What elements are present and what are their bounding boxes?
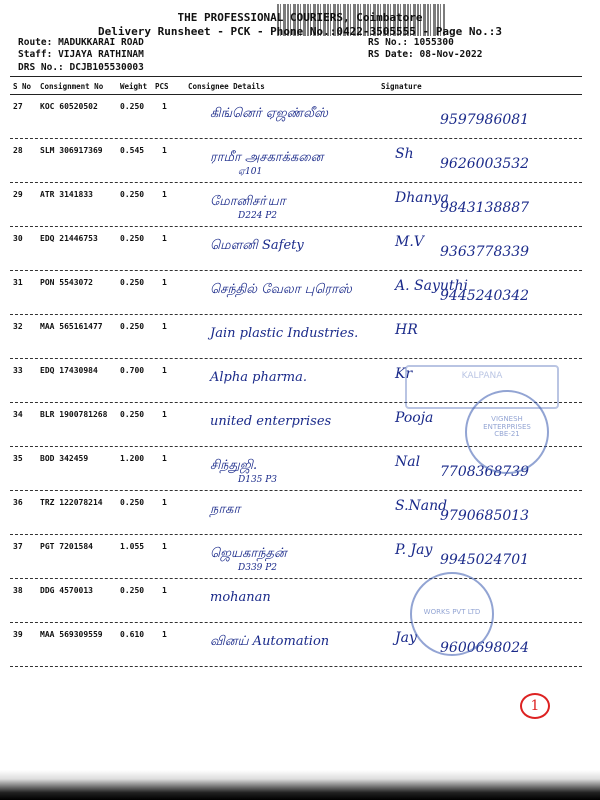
row-phone: 9445240342 (440, 288, 530, 304)
row-sno: 34 (13, 410, 23, 419)
row-phone: 9790685013 (440, 508, 530, 524)
stamp-rectangle: KALPANA (405, 365, 559, 409)
row-phone: 9600698024 (440, 640, 530, 656)
row-sno: 38 (13, 586, 23, 595)
row-divider (10, 666, 582, 667)
row-consignment-no: MAA 569309559 (40, 630, 103, 639)
route-line: Route: MADUKKARAI ROAD (18, 37, 144, 48)
col-pcs: PCS (155, 82, 169, 91)
row-consignment-no: DDG 4570013 (40, 586, 93, 595)
row-consignment-no: KOC 60520502 (40, 102, 98, 111)
row-consignee: united enterprises (210, 414, 332, 429)
row-pcs: 1 (162, 410, 167, 419)
row-weight: 0.250 (120, 410, 145, 419)
row-sno: 30 (13, 234, 23, 243)
row-phone: 9363778339 (440, 244, 530, 260)
staff-line: Staff: VIJAYA RATHINAM (18, 49, 144, 60)
row-consignment-no: EDQ 21446753 (40, 234, 98, 243)
rs-no-value: 1055300 (413, 37, 454, 48)
row-consignee: செந்தில் வேலா புரொஸ் (210, 282, 352, 297)
row-weight: 0.610 (120, 630, 145, 639)
row-weight: 0.545 (120, 146, 145, 155)
row-weight: 0.700 (120, 366, 145, 375)
row-consignment-no: PON 5543072 (40, 278, 93, 287)
row-sno: 37 (13, 542, 23, 551)
row-phone: 9597986081 (440, 112, 530, 128)
row-pcs: 1 (162, 630, 167, 639)
row-weight: 0.250 (120, 586, 145, 595)
row-divider (10, 138, 582, 139)
row-consignee: சிந்துஜி. (210, 458, 258, 473)
row-signature: Sh (395, 146, 414, 162)
row-signature: Jay (395, 630, 417, 646)
row-consignment-no: SLM 306917369 (40, 146, 103, 155)
row-divider (10, 226, 582, 227)
row-sno: 28 (13, 146, 23, 155)
row-signature: Dhanya (395, 190, 449, 206)
row-divider (10, 358, 582, 359)
row-weight: 0.250 (120, 102, 145, 111)
row-consignee: நாகா (210, 502, 241, 517)
row-sno: 39 (13, 630, 23, 639)
row-signature: HR (395, 322, 418, 338)
row-sno: 27 (13, 102, 23, 111)
row-consignee: ராமீா அசகாக்கனை (210, 150, 324, 165)
route-value: MADUKKARAI ROAD (58, 37, 144, 48)
row-consignee: கிங்னெர் ஏஜண்லீஸ் (210, 106, 328, 121)
row-consignment-no: BOD 342459 (40, 454, 89, 463)
row-pcs: 1 (162, 366, 167, 375)
page-subtitle: Delivery Runsheet - PCK - Phone No.:0422-3505555 - Page No.:3 (98, 25, 502, 38)
row-consignee: மோனிசா்யா (210, 194, 286, 209)
row-consignee-note: D224 P2 (238, 211, 278, 221)
scan-edge (0, 770, 600, 800)
row-weight: 1.055 (120, 542, 145, 551)
row-phone: 9945024701 (440, 552, 530, 568)
page-title: THE PROFESSIONAL COURIERS, Coimbatore (177, 11, 423, 24)
row-divider (10, 534, 582, 535)
staff-value: VIJAYA RATHINAM (58, 49, 144, 60)
col-consignment: Consignment No (40, 82, 104, 91)
row-sno: 35 (13, 454, 23, 463)
row-consignee: வினய் Automation (210, 634, 330, 649)
row-divider (10, 270, 582, 271)
rs-date-line: RS Date: 08-Nov-2022 (368, 49, 483, 60)
row-consignee: Alpha pharma. (210, 370, 307, 385)
rs-no-line: RS No.: 1055300 (368, 37, 454, 48)
row-phone: 7708368739 (440, 464, 530, 480)
page-number-mark: 1 (520, 693, 550, 719)
row-divider (10, 182, 582, 183)
rs-date-value: 08-Nov-2022 (419, 49, 483, 60)
row-consignee: Jain plastic Industries. (210, 326, 359, 341)
row-phone: 9843138887 (440, 200, 530, 216)
col-sno: S No (13, 82, 32, 91)
row-consignee: mohanan (210, 590, 271, 605)
col-consignee: Consignee Details (188, 82, 265, 91)
row-consignment-no: EDQ 17430984 (40, 366, 98, 375)
row-consignment-no: BLR 1900781268 (40, 410, 108, 419)
row-sno: 32 (13, 322, 23, 331)
row-divider (10, 314, 582, 315)
row-pcs: 1 (162, 322, 167, 331)
row-consignment-no: TRZ 122078214 (40, 498, 103, 507)
row-pcs: 1 (162, 278, 167, 287)
row-phone: 9626003532 (440, 156, 530, 172)
row-consignment-no: MAA 565161477 (40, 322, 103, 331)
row-consignee: ஜெயகாந்தன் (210, 546, 287, 561)
row-weight: 0.250 (120, 190, 145, 199)
row-weight: 1.200 (120, 454, 145, 463)
row-consignment-no: PGT 7201584 (40, 542, 93, 551)
row-consignment-no: ATR 3141833 (40, 190, 93, 199)
row-pcs: 1 (162, 586, 167, 595)
row-pcs: 1 (162, 454, 167, 463)
row-signature: M.V (395, 234, 424, 250)
row-sno: 29 (13, 190, 23, 199)
row-signature: Kr (395, 366, 413, 382)
row-pcs: 1 (162, 190, 167, 199)
row-pcs: 1 (162, 234, 167, 243)
row-signature: P. Jay (395, 542, 433, 558)
row-signature: S.Nand (395, 498, 448, 514)
stamp-circle-enterprise: VIGNESH ENTERPRISES CBE-21 (465, 390, 549, 474)
row-sno: 31 (13, 278, 23, 287)
row-divider (10, 578, 582, 579)
table-top-rule (10, 76, 582, 77)
row-pcs: 1 (162, 498, 167, 507)
row-consignee-note: D135 P3 (238, 475, 278, 485)
row-consignee-note: ஏ101 (238, 167, 263, 177)
row-divider (10, 622, 582, 623)
row-weight: 0.250 (120, 322, 145, 331)
col-weight: Weight (120, 82, 148, 91)
row-pcs: 1 (162, 542, 167, 551)
drs-value: DCJB105530003 (69, 62, 144, 73)
row-pcs: 1 (162, 146, 167, 155)
row-sno: 33 (13, 366, 23, 375)
col-signature: Signature (381, 82, 422, 91)
row-signature: Pooja (395, 410, 434, 426)
row-signature: A. Sayuthi (395, 278, 468, 294)
row-consignee: மௌனி Safety (210, 238, 304, 253)
row-divider (10, 490, 582, 491)
row-weight: 0.250 (120, 234, 145, 243)
row-sno: 36 (13, 498, 23, 507)
drs-line: DRS No.: DCJB105530003 (18, 62, 144, 73)
row-weight: 0.250 (120, 278, 145, 287)
row-consignee-note: D339 P2 (238, 563, 278, 573)
stamp-circle-works: WORKS PVT LTD (410, 572, 494, 656)
row-pcs: 1 (162, 102, 167, 111)
row-weight: 0.250 (120, 498, 145, 507)
table-header-rule (10, 94, 582, 95)
row-signature: Nal (395, 454, 421, 470)
